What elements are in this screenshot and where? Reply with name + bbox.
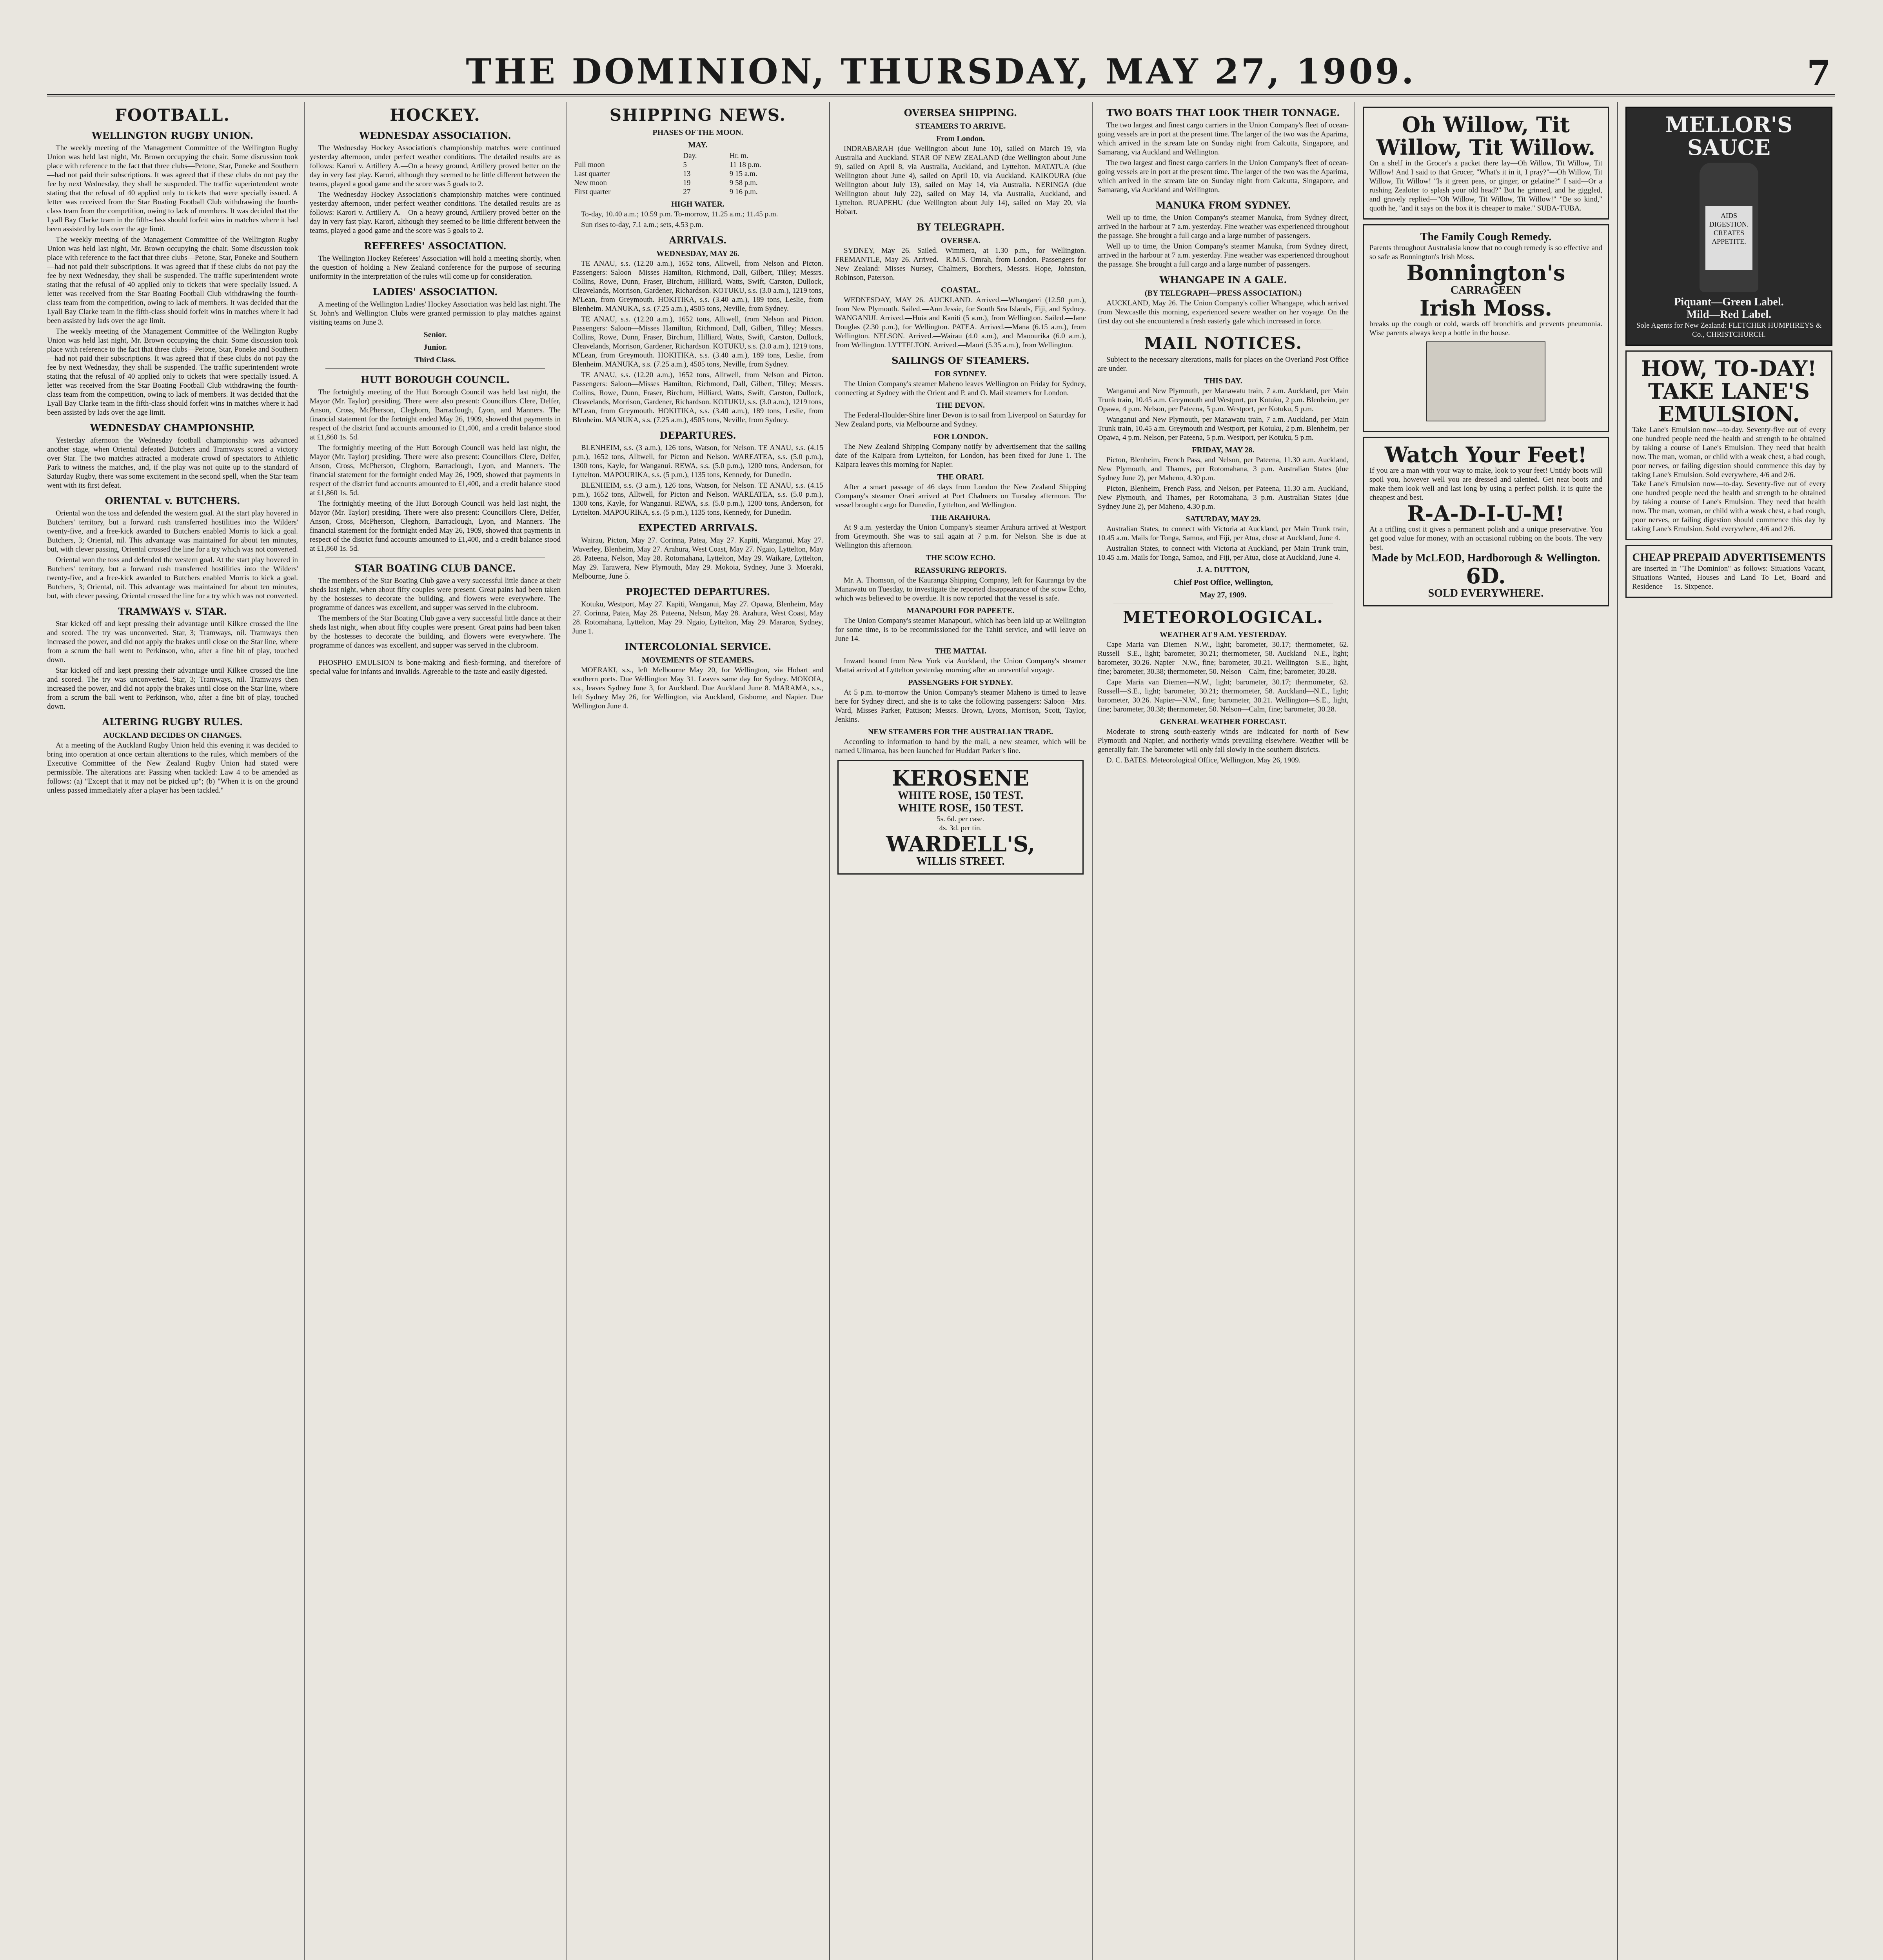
radium-price: 6D.: [1466, 563, 1506, 588]
oversea-2-heading: OVERSEA.: [941, 236, 981, 245]
family-illustration: [1426, 341, 1545, 421]
kerosene-brand: WHITE ROSE, 150 TEST.: [897, 802, 1024, 814]
tramways-text-2: Star kicked off and kept pressing their advantage until Kilkee crossed the line and scored. The try was unconverted. Star, 3; Tramways, nil. Tramways then increased the power, and did not apply the brakes until close on the Star line, where from a scrum the ball went to Perkinson, who, after a fine bit of play, touched down.: [47, 666, 298, 711]
ladies-text: A meeting of the Wellington Ladies' Hockey Association was held last night. The St. John's and Wellington Clubs were granted permission to play matches against visiting teams on June 3.: [310, 300, 561, 327]
oriental-text-2: Oriental won the toss and defended the western goal. At the start play hovered in Butchers' territory, but a forward rush transferred hostilities into the Wilders' twenty-five, and a free-kick awarded to Butchers enabled Morris to kick a goal. Butchers, 3; Oriental, nil. This advantage was maintained for about ten minutes, but, with clever passing, Oriental crossed the line for a try which was not converted.: [47, 556, 298, 600]
kerosene-address: WILLIS STREET.: [916, 855, 1005, 867]
willow-ad: [1363, 107, 1609, 220]
signature-title: Chief Post Office, Wellington,: [1173, 578, 1273, 587]
hockey-assoc-text-2: The Wednesday Hockey Association's championship matches were continued yesterday afternoon, under perfect weather conditions. The detailed results are as follows: Karori v. Artillery A.—On a heavy ground, Artillery proved better on the day in very fast play. Karori, although they seemed to be little different between the teams, played a good game and the score was 5 goals to 2.: [310, 191, 561, 235]
signature-date: May 27, 1909.: [1200, 591, 1247, 599]
mellor-point: Piquant—Green Label.: [1674, 296, 1784, 308]
cheap-ad: [1625, 545, 1832, 598]
mattai-heading: THE MATTAI.: [935, 647, 986, 655]
willow-text: On a shelf in the Grocer's a packet there lay—Oh Willow, Tit Willow, Tit Willow! And I said to that Grocer, "What's it in it, I pray?"—Oh Willow, Tit Willow, Tit Willow! "Is it green peas, or ginger, or gelatine?" I said—Or a rushing Zealoter to splash your old head?" But he grinned, and he giggled, and gravely replied—"Oh Willow, Tit Willow, Tit Willow!" "Be so kind," quoth he, "and it says on the box it is cheaper to make." SUBA-TUBA.: [1369, 159, 1602, 212]
moon-header-row: [572, 151, 823, 160]
projected-text: Kotuku, Westport, May 27. Kapiti, Wanganui, May 27. Opawa, Blenheim, May 27. Corinna, Patea, May 28. Pateena, Nelson, May 28. Arahura, West Coast, May 28. Rotomahana, Lyttelton, May 29. Ngaio, Lyttelton, May 29. Mararoa, Sydney, June 1.: [572, 600, 823, 635]
column-ads-b: [1623, 102, 1835, 1960]
passengers-heading: PASSENGERS FOR SYDNEY.: [908, 678, 1013, 687]
moon-phase: New moon: [574, 179, 607, 187]
hutt-text: The fortnightly meeting of the Hutt Borough Council was held last night, the Mayor (Mr. Taylor) presiding. There were also present: Councillors Clere, Delfer, Anson, Cross, McPherson, Cleghorn, Barraclough, Lyon, and Manners. The financial statement for the fortnight ended May 26, 1909, showed that payments in respect of the district fund accounts amounted to £1,400, and a credit balance stood at £1,860 1s. 5d.: [310, 388, 561, 441]
orari-text: After a smart passage of 46 days from London the New Zealand Shipping Company's steamer Orari arrived at Port Chalmers on Tuesday afternoon. The vessel brought cargo for Dunedin, Lyttelton, and Wellington.: [835, 483, 1086, 509]
radium-sold: SOLD EVERYWHERE.: [1428, 587, 1544, 599]
radium-maker: Made by McLEOD, Hardborough & Wellington.: [1371, 552, 1600, 564]
high-water-heading: HIGH WATER.: [671, 200, 725, 209]
moon-phase: Full moon: [574, 161, 605, 169]
new-steamers-heading: NEW STEAMERS FOR THE AUSTRALIAN TRADE.: [868, 728, 1053, 736]
bottle-label: [1705, 206, 1752, 270]
london-text: The New Zealand Shipping Company notify by advertisement that the sailing date of the Kaipara from Lyttelton, for London, has been fixed for June 1. The Kaipara leaves this morning for Napier.: [835, 443, 1086, 469]
hockey-heading: HOCKEY.: [390, 105, 481, 125]
auckland-heading: AUCKLAND DECIDES ON CHANGES.: [103, 731, 242, 740]
tramways-heading: TRAMWAYS v. STAR.: [118, 606, 227, 617]
whangape-heading: WHANGAPE IN A GALE.: [1159, 274, 1287, 285]
moon-month: MAY.: [688, 141, 708, 149]
column-rule: [304, 102, 305, 1960]
football-heading: FOOTBALL.: [114, 105, 230, 125]
cheap-text: are inserted in "The Dominion" as follows: Situations Vacant, Situations Wanted, Houses and Land To Let, Board and Residence — 1s. Sixpence.: [1632, 564, 1826, 591]
high-water-text: To-day, 10.40 a.m.; 10.59 p.m. To-morrow, 11.25 a.m.; 11.45 p.m.: [581, 210, 778, 218]
phospho-notice: PHOSPHO EMULSION is bone-making and flesh-forming, and therefore of special value for infants and invalids. Agreeable to the taste and easily digested.: [310, 659, 561, 676]
devon-text: The Federal-Houlder-Shire liner Devon is to sail from Liverpool on Saturday for New Zealand ports, via Melbourne and Sydney.: [835, 411, 1086, 428]
this-day-heading: THIS DAY.: [1204, 377, 1242, 385]
friday-text-2: Picton, Blenheim, French Pass, and Nelson, per Pateena, 11.30 a.m. Auckland, New Plymouth, and Thames, per Rotomahana, 3 p.m. Australian States (due Sydney June 2), per Maheno, 4.30 p.m.: [1098, 485, 1349, 511]
lane-text-2: Take Lane's Emulsion now—to-day. Seventy-five out of every one hundred people need the health and strength to be obtained by taking a course of Lane's Emulsion. They need that health now. The man, woman, or child with a weak chest, a bad cough, poor nerves, or failing digestion should commence this day by taking Lane's Emulsion. Sold everywhere, 4/6 and 2/6.: [1632, 480, 1826, 533]
moon-day: 19: [683, 179, 691, 187]
weather-text: Cape Maria van Diemen—N.W., light; barometer, 30.17; thermometer, 62. Russell—S.E., light; barometer, 30.21; thermometer, 58. Auckland—N.E., light; barometer, 30.26. Napier—N.W., fine; barometer, 30.21. Wellington—S.E., light, fine; barometer, 30.38; thermometer, 50. Nelson—Calm, fine; barometer, 30.28.: [1098, 641, 1349, 676]
altering-heading: ALTERING RUGBY RULES.: [102, 716, 243, 728]
departures-heading: DEPARTURES.: [659, 430, 736, 441]
mail-notices-text: Subject to the necessary alterations, mails for places on the Overland Post Office are under.: [1098, 356, 1349, 373]
for-sydney-heading: FOR SYDNEY.: [934, 370, 987, 378]
column-football: [47, 102, 298, 1960]
kerosene-ad: [837, 760, 1084, 875]
rugby-union-text-repeat-2: The weekly meeting of the Management Committee of the Wellington Rugby Union was held last night, Mr. Brown occupying the chair. Some discussion took place with reference to the fact that three clubs—Petone, Star, Poneke and Southern—had not paid their subscriptions. It was agreed that if these clubs do not pay the fee by next Wednesday, they shall be suspended. The traffic superintendent wrote stating that the refusal of 40 applied only to tickets that were specially issued. A letter was received from the Star Boating Football Club withdrawing the fourth-class team from the competition, owing to lack of members. It was decided that the Lyall Bay Clarke team in the fifth-class should forfeit wins in matches where it had been assisted by lads over the age limit.: [47, 327, 298, 417]
weather-text-2: Cape Maria van Diemen—N.W., light; barometer, 30.17; thermometer, 62. Russell—S.E., light; barometer, 30.21; thermometer, 58. Auckland—N.E., light; barometer, 30.26. Napier—N.W., fine; barometer, 30.21. Wellington—S.E., light, fine; barometer, 30.38; thermometer, 50. Nelson—Calm, fine; barometer, 30.28.: [1098, 678, 1349, 713]
mattai-text: Inward bound from New York via Auckland, the Union Company's steamer Mattai arrived at Lyttelton yesterday morning after an uneventful voyage.: [835, 657, 1086, 674]
senior-heading: Senior.: [423, 330, 447, 339]
passengers-text: At 5 p.m. to-morrow the Union Company's steamer Maheno is timed to leave here for Sydney direct, and she is to take the following passengers: Saloon—Mrs. Ward, Misses Parker, Pattison; Messrs. Brown, Lyons, Morrison, Scott, Taylor, Jenkins.: [835, 688, 1086, 724]
mellor-point: Mild—Red Label.: [1686, 309, 1772, 321]
arrivals-text-3: TE ANAU, s.s. (12.20 a.m.), 1652 tons, Alltwell, from Nelson and Picton. Passengers: Saloon—Misses Hamilton, Richmond, Dall, Gilbert, Tilley; Messrs. Collins, Rowe, Dunn, Fraser, Birchum, Hilliard, Watts, Swift, Carston, Dullock, Cleavelands, Morrison, Gardener, Richardson. KOTUKU, s.s. (3.0 a.m.), 1219 tons, M'Lean, from Greymouth. HOKITIKA, s.s. (3.40 a.m.), 189 tons, Leslie, from Blenheim. MANUKA, s.s. (7.25 a.m.), 4505 tons, Neville, from Sydney.: [572, 371, 823, 424]
tonnage-text-2: The two largest and finest cargo carriers in the Union Company's fleet of ocean-going vessels are in port at the present time. The larger of the two was the Aparima, which arrived in the stream late on Sunday night from Calcutta, Singapore, and Samarang, via Auckland and Wellington.: [1098, 159, 1349, 194]
arahura-text: At 9 a.m. yesterday the Union Company's steamer Arahura arrived at Westport from Greymouth. She was to sail again at 7 p.m. for Nelson. She is due at Wellington this afternoon.: [835, 523, 1086, 550]
manapouri-heading: MANAPOURI FOR PAPEETE.: [906, 606, 1015, 615]
sun-text: Sun rises to-day, 7.1 a.m.; sets, 4.53 p.m.: [581, 221, 703, 229]
expected-heading: EXPECTED ARRIVALS.: [638, 522, 758, 534]
moon-phase: Last quarter: [574, 170, 610, 178]
manuka-heading: MANUKA FROM SYDNEY.: [1155, 200, 1291, 211]
masthead: [47, 47, 1835, 96]
page-number: 7: [1807, 53, 1831, 93]
manapouri-text: The Union Company's steamer Manapouri, which has been laid up at Wellington for some time, is to be recommissioned for the Tahiti service, and will leave on June 14.: [835, 617, 1086, 643]
arrivals-date: WEDNESDAY, MAY 26.: [656, 249, 739, 258]
cheap-title: CHEAP PREPAID ADVERTISEMENTS: [1632, 552, 1826, 564]
kerosene-firm: WARDELL'S,: [886, 831, 1035, 857]
moon-time: 9 15 a.m.: [729, 170, 757, 178]
column-rule: [1617, 102, 1618, 1960]
arrivals-text-2: TE ANAU, s.s. (12.20 a.m.), 1652 tons, Alltwell, from Nelson and Picton. Passengers: Saloon—Misses Hamilton, Richmond, Dall, Gilbert, Tilley; Messrs. Collins, Rowe, Dunn, Fraser, Birchum, Hilliard, Watts, Swift, Carston, Dullock, Cleavelands, Morrison, Gardener, Richardson. KOTUKU, s.s. (3.0 a.m.), 1219 tons, M'Lean, from Greymouth. HOKITIKA, s.s. (3.40 a.m.), 189 tons, Leslie, from Blenheim. MANUKA, s.s. (7.25 a.m.), 4505 tons, Neville, from Sydney.: [572, 315, 823, 368]
friday-heading: FRIDAY, MAY 28.: [1192, 446, 1255, 454]
whangape-text: AUCKLAND, May 26. The Union Company's collier Whangape, which arrived from Newcastle this morning, experienced severe weather on her voyage. On the first day out she encountered a fresh easterly gale which increased in force.: [1098, 299, 1349, 325]
tonnage-text: The two largest and finest cargo carriers in the Union Company's fleet of ocean-going vessels are in port at the present time. The larger of the two was the Aparima, which arrived in the stream late on Sunday night from Calcutta, Singapore, and Samarang, via Auckland and Wellington.: [1098, 121, 1349, 156]
scow-heading: THE SCOW ECHO.: [926, 554, 995, 562]
rugby-union-text-repeat: The weekly meeting of the Management Committee of the Wellington Rugby Union was held last night, Mr. Brown occupying the chair. Some discussion took place with reference to the fact that three clubs—Petone, Star, Poneke and Southern—had not paid their subscriptions. It was agreed that if these clubs do not pay the fee by next Wednesday, they shall be suspended. The traffic superintendent wrote stating that the refusal of 40 applied only to tickets that were specially issued. A letter was received from the Star Boating Football Club withdrawing the fourth-class team from the competition, owing to lack of members. It was decided that the Lyall Bay Clarke team in the fifth-class should forfeit wins in matches where it had been assisted by lads over the age limit.: [47, 236, 298, 325]
hutt-heading: HUTT BOROUGH COUNCIL.: [360, 374, 510, 385]
saturday-text: Australian States, to connect with Victoria at Auckland, per Main Trunk train, 10.45 a.m. Mails for Tonga, Samoa, and Fiji, per Atua, close at Auckland, June 4.: [1098, 525, 1349, 542]
junior-heading: Junior.: [423, 343, 447, 352]
auckland-text: At a meeting of the Auckland Rugby Union held this evening it was decided to bring into operation at once certain alterations to the rules, which members of the Executive Committee of the New Zealand Rugby Union had stated were permissible. The alterations are: Passing when tackled: Law 4 to be amended as follows: (a) "Except that it may not be picked up"; (b) "When it is on the ground unless passed immediately after a player has been tackled.": [47, 741, 298, 795]
cough-text: Parents throughout Australasia know that no cough remedy is so effective and so safe as Bonnington's Irish Moss.: [1369, 244, 1602, 261]
column-mail: [1098, 102, 1349, 1960]
bonnington-sub: CARRAGEEN: [1450, 284, 1522, 296]
signature: J. A. DUTTON,: [1197, 566, 1249, 574]
orari-heading: THE ORARI.: [937, 473, 984, 481]
arrivals-text: TE ANAU, s.s. (12.20 a.m.), 1652 tons, Alltwell, from Nelson and Picton. Passengers: Saloon—Misses Hamilton, Richmond, Dall, Gilbert, Tilley; Messrs. Collins, Rowe, Dunn, Fraser, Birchum, Hilliard, Watts, Swift, Carston, Dullock, Cleavelands, Morrison, Gardener, Richardson. KOTUKU, s.s. (3.0 a.m.), 1219 tons, M'Lean, from Greymouth. HOKITIKA, s.s. (3.40 a.m.), 189 tons, Leslie, from Blenheim. MANUKA, s.s. (7.25 a.m.), 4505 tons, Neville, from Sydney.: [572, 260, 823, 313]
whangape-sub: (BY TELEGRAPH—PRESS ASSOCIATION.): [1144, 289, 1302, 298]
radium-ad: [1363, 437, 1609, 606]
radium-text: At a trifling cost it gives a permanent polish and a unique preservative. You get good value for money, with an occasional rubbing on the boots. The very best.: [1369, 525, 1602, 552]
mellor-point: CREATES APPETITE.: [1712, 229, 1746, 245]
tramways-text: Star kicked off and kept pressing their advantage until Kilkee crossed the line and scored. The try was unconverted. Star, 3; Tramways, nil. Tramways then increased the power, and did not apply the brakes until close on the Star line, where from a scrum the ball went to Perkinson, who, after a fine bit of play, touched down.: [47, 620, 298, 664]
friday-text: Picton, Blenheim, French Pass, and Nelson, per Pateena, 11.30 a.m. Auckland, New Plymouth, and Thames, per Rotomahana, 3 p.m. Australian States (due Sydney June 2), per Maheno, 4.30 p.m.: [1098, 456, 1349, 482]
hockey-assoc-heading: WEDNESDAY ASSOCIATION.: [359, 130, 511, 141]
meteorological-heading: METEOROLOGICAL.: [1123, 608, 1324, 627]
this-day-text-2: Wanganui and New Plymouth, per Manawatu train, 7 a.m. Auckland, per Main Trunk train, 10.45 a.m. Greymouth and Westport, per Kotuku, 2 p.m. Blenheim, per Opawa, 4 p.m. Nelson, per Pateena, 5 p.m. Westport, per Kotuku, 5 p.m.: [1098, 416, 1349, 442]
shipping-heading: SHIPPING NEWS.: [609, 105, 786, 125]
star-dance-text-2: The members of the Star Boating Club gave a very successful little dance at their sheds last night, when about fifty couples were present. Great pains had been taken by the hostesses to decorate the building, and flowers were everywhere. The programme of dances was excellent, and supper was served in the clubroom.: [310, 614, 561, 650]
column-rule: [829, 102, 830, 1960]
oversea-sub: STEAMERS TO ARRIVE.: [915, 122, 1006, 131]
kerosene-title: KEROSENE: [892, 766, 1030, 791]
divider: [325, 368, 545, 369]
cough-title: The Family Cough Remedy.: [1420, 231, 1552, 243]
new-steamers-text: According to information to hand by the mail, a new steamer, which will be named Ulimaroa, has been launched for Huddart Parker's line.: [835, 738, 1086, 755]
moon-col-time: Hr. m.: [729, 152, 748, 160]
wednesday-heading: WEDNESDAY CHAMPIONSHIP.: [90, 422, 255, 434]
hutt-text-3: The fortnightly meeting of the Hutt Borough Council was held last night, the Mayor (Mr. Taylor) presiding. There were also present: Councillors Clere, Delfer, Anson, Cross, McPherson, Cleghorn, Barraclough, Lyon, and Manners. The financial statement for the fortnight ended May 26, 1909, showed that payments in respect of the district fund accounts amounted to £1,400, and a credit balance stood at £1,860 1s. 5d.: [310, 499, 561, 553]
mellor-agents: Sole Agents for New Zealand: FLETCHER HUMPHREYS & Co., CHRISTCHURCH.: [1636, 321, 1822, 339]
departures-text-2: BLENHEIM, s.s. (3 a.m.), 126 tons, Watson, for Nelson. TE ANAU, s.s. (4.15 p.m.), 1652 tons, Alltwell, for Picton and Nelson. WAREATEA, s.s. (5.0 p.m.), 1300 tons, Kayle, for Wanganui. REWA, s.s. (5.0 p.m.), 1200 tons, Anderson, for Lyttelton. MAPOURIKA, s.s. (5 p.m.), 1135 tons, Kennedy, for Dunedin.: [572, 481, 823, 517]
column-shipping-continued: [835, 102, 1086, 1960]
weather-heading: WEATHER AT 9 A.M. YESTERDAY.: [1160, 630, 1287, 639]
watch-title: Watch Your Feet!: [1385, 442, 1587, 467]
oriental-heading: ORIENTAL v. BUTCHERS.: [105, 495, 240, 506]
lane-ad: [1625, 350, 1832, 540]
referees-heading: REFEREES' ASSOCIATION.: [364, 240, 507, 252]
oriental-text: Oriental won the toss and defended the western goal. At the start play hovered in Butchers' territory, but a forward rush transferred hostilities into the Wilders' twenty-five, and a free-kick awarded to Butchers enabled Morris to kick a goal. Butchers, 3; Oriental, nil. This advantage was maintained for about ten minutes, but, with clever passing, Oriental crossed the line for a try which was not converted.: [47, 509, 298, 554]
ladies-heading: LADIES' ASSOCIATION.: [372, 286, 498, 298]
irish-moss-title: Irish Moss.: [1419, 296, 1553, 321]
mellor-ad: [1625, 107, 1832, 346]
mellor-title: MELLOR'S SAUCE: [1665, 112, 1793, 160]
coastal-heading: COASTAL.: [941, 286, 981, 294]
moon-row: [572, 169, 823, 178]
scow-text: Mr. A. Thomson, of the Kauranga Shipping Company, left for Kauranga by the Manawatu on Tuesday, to investigate the reported disappearance of the scow Echo, which was believed to be overdue. It is now reported that the vessel is safe.: [835, 576, 1086, 603]
kerosene-price: 4s. 3d. per tin.: [939, 824, 982, 832]
wednesday-text: Yesterday afternoon the Wednesday football championship was advanced another stage, when Oriental defeated Butchers and Tramways scored a victory over Star. The two matches attracted a moderate crowd of spectators to Athletic Park to witness the matches, and, if the play was not quite up to the standard of Saturday Rugby, there was some excitement in the second spell, when the Star team went with its first defeat.: [47, 436, 298, 490]
star-dance-heading: STAR BOATING CLUB DANCE.: [354, 563, 516, 574]
moon-row: [572, 178, 823, 187]
from-london: From London.: [936, 134, 985, 143]
lane-text: Take Lane's Emulsion now—to-day. Seventy-five out of every one hundred people need the health and strength to be obtained by taking a course of Lane's Emulsion. They need that health now. The man, woman, or child with a weak chest, a bad cough, poor nerves, or failing digestion should commence this day by taking Lane's Emulsion. Sold everywhere, 4/6 and 2/6.: [1632, 426, 1826, 479]
manuka-text-2: Well up to time, the Union Company's steamer Manuka, from Sydney direct, arrived in the harbour at 7 a.m. yesterday. Fine weather was experienced throughout the passage. She brought a full cargo and a large number of passengers.: [1098, 242, 1349, 269]
intercolonial-text: MOERAKI, s.s., left Melbourne May 20, for Wellington, via Hobart and southern ports. Due Wellington May 31. Leaves same day for Sydney. MOKOIA, s.s., leaves Sydney June 3, for Auckland. Due Auckland June 8. MARAMA, s.s., left Sydney May 26, for Wellington, via Auckland, Gisborne, and Napier. Due Wellington June 4.: [572, 666, 823, 710]
moon-day: 5: [683, 161, 687, 169]
hockey-assoc-text: The Wednesday Hockey Association's championship matches were continued yesterday afternoon, under perfect weather conditions. The detailed results are as follows: Karori v. Artillery A.—On a heavy ground, Artillery proved better on the day in very fast play. Karori, although they seemed to be little different between the teams, played a good game and the score was 5 goals to 2.: [310, 144, 561, 188]
moon-phase: First quarter: [574, 188, 611, 196]
referees-text: The Wellington Hockey Referees' Association will hold a meeting shortly, when the question of holding a New Zealand conference for the purpose of securing uniformity in the interpretation of the rules will come up for consideration.: [310, 254, 561, 281]
column-hockey: [310, 102, 561, 1960]
rugby-union-heading: WELLINGTON RUGBY UNION.: [91, 130, 254, 141]
moon-day: 13: [683, 170, 691, 178]
london-heading: FOR LONDON.: [933, 432, 988, 441]
mellor-point: AIDS DIGESTION.: [1709, 212, 1749, 228]
moon-time: 9 58 p.m.: [729, 179, 758, 187]
this-day-text: Wanganui and New Plymouth, per Manawatu train, 7 a.m. Auckland, per Main Trunk train, 10.45 a.m. Greymouth and Westport, per Kotuku, 2 p.m. Blenheim, per Opawa, 4 p.m. Nelson, per Pateena, 5 p.m. Westport, per Kotuku, 5 p.m.: [1098, 387, 1349, 413]
moon-time: 11 18 p.m.: [729, 161, 761, 169]
intercolonial-sub: MOVEMENTS OF STEAMERS.: [642, 656, 754, 664]
arahura-heading: THE ARAHURA.: [930, 513, 991, 522]
moon-day: 27: [683, 188, 691, 196]
column-ads-a: [1360, 102, 1611, 1960]
rugby-union-text: The weekly meeting of the Management Committee of the Wellington Rugby Union was held last night, Mr. Brown occupying the chair. Some discussion took place with reference to the fact that three clubs—Petone, Star, Poneke and Southern—had not paid their subscriptions. It was agreed that if these clubs do not pay the fee by next Wednesday, they shall be suspended. The traffic superintendent wrote stating that the refusal of 40 applied only to tickets that were specially issued. A letter was received from the Star Boating Football Club withdrawing the fourth-class team from the competition, owing to lack of members. It was decided that the Lyall Bay Clarke team in the fifth-class should forfeit wins in matches where it had been assisted by lads over the age limit.: [47, 144, 298, 233]
manuka-text: Well up to time, the Union Company's steamer Manuka, from Sydney direct, arrived in the harbour at 7 a.m. yesterday. Fine weather was experienced throughout the passage. She brought a full cargo and a large number of passengers.: [1098, 214, 1349, 240]
intercolonial-heading: INTERCOLONIAL SERVICE.: [624, 641, 772, 652]
scow-sub: REASSURING REPORTS.: [914, 566, 1007, 575]
oversea-2-text: SYDNEY, May 26. Sailed.—Wimmera, at 1.30 p.m., for Wellington. FREMANTLE, May 26. Arrived.—R.M.S. Omrah, from London. Passengers for New Zealand: Misses Nursey, Chalmers, Borchers, Messrs. Hope, Johnston, Robinson, Paterson.: [835, 247, 1086, 282]
cough-ad: [1363, 224, 1609, 432]
oversea-heading: OVERSEA SHIPPING.: [904, 107, 1017, 118]
lane-title: HOW, TO-DAY! TAKE LANE'S EMULSION.: [1641, 356, 1817, 426]
expected-text: Wairau, Picton, May 27. Corinna, Patea, May 27. Kapiti, Wanganui, May 27. Waverley, Blenheim, May 27. Arahura, West Coast, May 27. Ngaio, Lyttelton, May 28. Pateena, Nelson, May 28. Rotomahana, Lyttelton, May 29. Waikare, Lyttelton, May 29. Tarawera, New Plymouth, May 29. Mokoia, Sydney, June 3. Moeraki, Melbourne, June 5.: [572, 536, 823, 581]
devon-heading: THE DEVON.: [936, 401, 985, 410]
forecast-heading: GENERAL WEATHER FORECAST.: [1160, 717, 1287, 726]
kerosene-brand: WHITE ROSE, 150 TEST.: [897, 789, 1024, 802]
moon-col-day: Day.: [683, 152, 697, 160]
telegraph-heading: BY TELEGRAPH.: [916, 221, 1005, 233]
watch-text: If you are a man with your way to make, look to your feet! Untidy boots will spoil you, however well you are dressed and talented. Get neat boots and make them look well and last long by using a perfect polish. It is quite the cheapest and best.: [1369, 466, 1602, 502]
tonnage-heading: TWO BOATS THAT LOOK THEIR TONNAGE.: [1106, 107, 1340, 118]
third-class-heading: Third Class.: [414, 356, 456, 364]
moon-row: [572, 187, 823, 196]
forecast-text: Moderate to strong south-easterly winds are indicated for north of New Plymouth and Napier, and northerly winds prevailing elsewhere. Weather will be generally fair. The barometer will only fall slowly in the southern districts.: [1098, 728, 1349, 754]
kerosene-price: 5s. 6d. per case.: [937, 815, 984, 823]
saturday-text-2: Australian States, to connect with Victoria at Auckland, per Main Trunk train, 10.45 a.m. Mails for Tonga, Samoa, and Fiji, per Atua, close at Auckland, June 4.: [1098, 544, 1349, 562]
oversea-text: INDRABARAH (due Wellington about June 10), sailed on March 19, via Australia and Auckland. STAR OF NEW ZEALAND (due Wellington about June 9), sailed on April 8, via Australia, Auckland, and Lyttelton. MATATUA (due Wellington about June 4), sailed on April 10, via Auckland. KAIKOURA (due Wellington about July 13), sailed on May 14, via Australia. NERINGA (due Wellington about July 22), sailed on May 14, via Australia, Auckland, and Lyttelton. RUAPEHU (due Wellington about July 14), sailed on May 20, via Hobart.: [835, 145, 1086, 216]
moon-row: [572, 160, 823, 169]
moon-heading: PHASES OF THE MOON.: [652, 128, 743, 137]
radium-title: R-A-D-I-U-M!: [1407, 501, 1565, 526]
masthead-title: THE DOMINION, THURSDAY, MAY 27, 1909.: [466, 51, 1416, 92]
hutt-text-2: The fortnightly meeting of the Hutt Borough Council was held last night, the Mayor (Mr. Taylor) presiding. There were also present: Councillors Clere, Delfer, Anson, Cross, McPherson, Cleghorn, Barraclough, Lyon, and Manners. The financial statement for the fortnight ended May 26, 1909, showed that payments in respect of the district fund accounts amounted to £1,400, and a credit balance stood at £1,860 1s. 5d.: [310, 444, 561, 497]
bonnington-title: Bonnington's: [1406, 260, 1565, 285]
moon-table: [572, 151, 823, 196]
saturday-heading: SATURDAY, MAY 29.: [1186, 515, 1261, 523]
column-rule: [1092, 102, 1093, 1960]
projected-heading: PROJECTED DEPARTURES.: [625, 586, 770, 597]
forecast-signature: D. C. BATES. Meteorological Office, Wellington, May 26, 1909.: [1106, 756, 1301, 764]
arrivals-heading: ARRIVALS.: [669, 234, 727, 246]
bonnington-text: breaks up the cough or cold, wards off bronchitis and prevents pneumonia. Wise parents always keep a bottle in the house.: [1369, 320, 1602, 337]
sailings-heading: SAILINGS OF STEAMERS.: [892, 355, 1030, 366]
sauce-bottle-icon: [1700, 163, 1758, 292]
departures-text: BLENHEIM, s.s. (3 a.m.), 126 tons, Watson, for Nelson. TE ANAU, s.s. (4.15 p.m.), 1652 tons, Alltwell, for Picton and Nelson. WAREATEA, s.s. (5.0 p.m.), 1300 tons, Kayle, for Wanganui. REWA, s.s. (5.0 p.m.), 1200 tons, Anderson, for Lyttelton. MAPOURIKA, s.s. (5 p.m.), 1135 tons, Kennedy, for Dunedin.: [572, 444, 823, 479]
willow-title: Oh Willow, Tit Willow, Tit Willow.: [1376, 112, 1596, 160]
column-shipping: [572, 102, 823, 1960]
mail-notices-heading: MAIL NOTICES.: [1144, 334, 1302, 353]
coastal-text: WEDNESDAY, MAY 26. AUCKLAND. Arrived.—Whangarei (12.50 p.m.), from New Plymouth. Sailed.—Ann Jessie, for South Sea Islands, Fiji, and Sydney. WANGANUI. Arrived.—Huia and Kaniti (5 a.m.), from Wellington. Sailed.—Jane Douglas (2.30 p.m.), for Wellington. PATEA. Arrived.—Mana (6.15 a.m.), from Wellington. NELSON. Arrived.—Wairau (4.0 a.m.), and Maoourika (6.0 a.m.), from Wellington. LYTTELTON. Arrived.—Maori (5.35 a.m.), from Wellington.: [835, 296, 1086, 349]
for-sydney-text: The Union Company's steamer Maheno leaves Wellington on Friday for Sydney, connecting at Sydney with the Orient and P. and O. Mail steamers for London.: [835, 380, 1086, 397]
star-dance-text: The members of the Star Boating Club gave a very successful little dance at their sheds last night, when about fifty couples were present. Great pains had been taken by the hostesses to decorate the building, and flowers were everywhere. The programme of dances was excellent, and supper was served in the clubroom.: [310, 577, 561, 612]
moon-time: 9 16 p.m.: [729, 188, 758, 196]
